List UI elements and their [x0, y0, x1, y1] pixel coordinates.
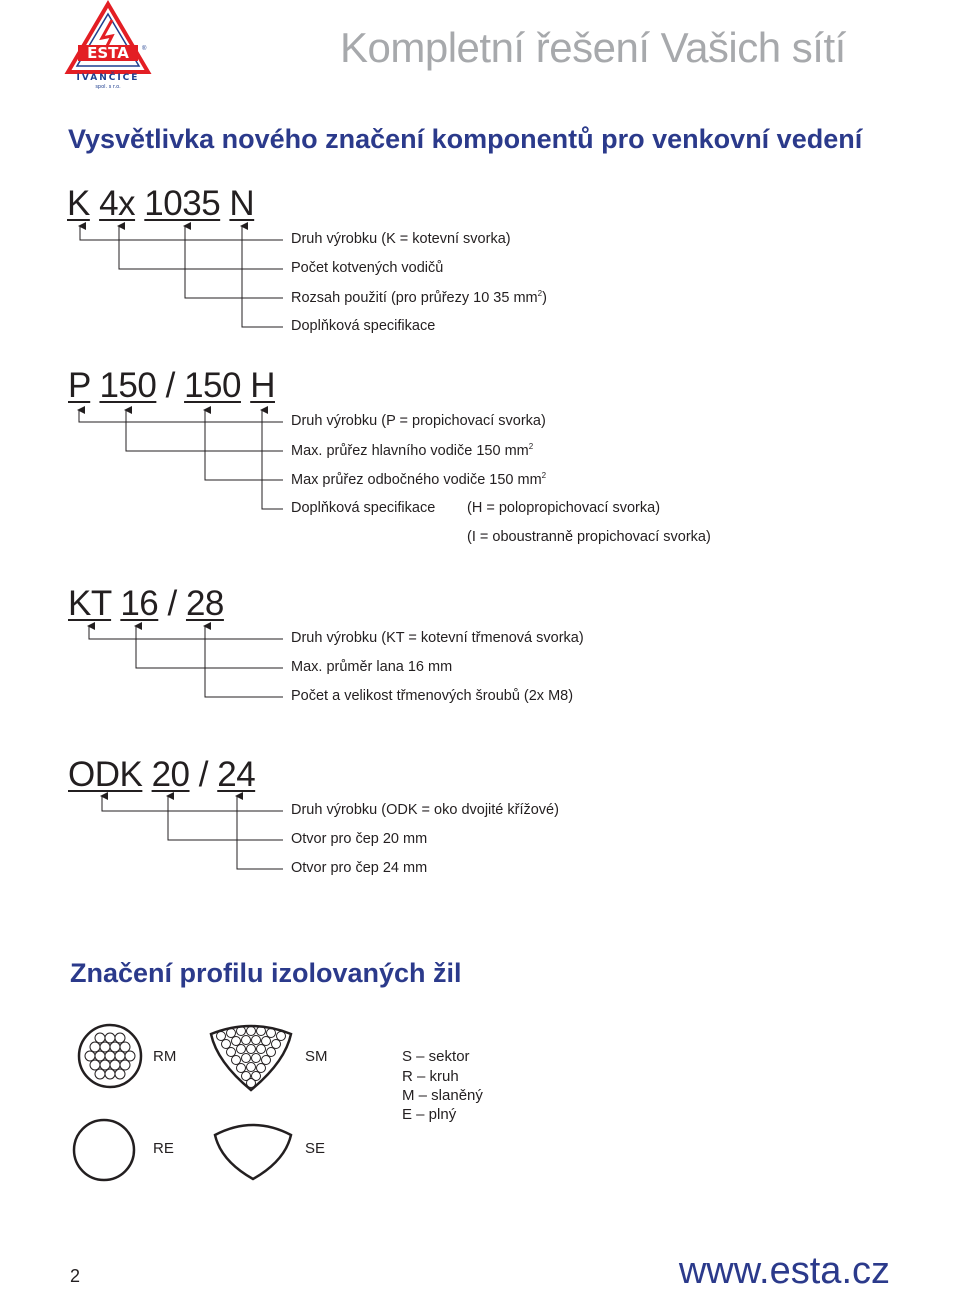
desc-kt-2: Max. průměr lana 16 mm	[291, 659, 453, 675]
desc-k-4: Doplňková specifikace	[291, 318, 436, 334]
desc-odk-1: Druh výrobku (ODK = oko dvojité křížové)	[291, 802, 559, 818]
profile-re-icon	[70, 1117, 138, 1183]
label-re: RE	[153, 1140, 174, 1157]
desc-odk-3: Otvor pro čep 24 mm	[291, 860, 428, 876]
esta-logo	[62, 0, 154, 92]
logo-brand-text: ESTA	[87, 44, 129, 62]
legend-r: R – kruh	[402, 1068, 459, 1085]
code-kt-block: KT 16 / 28	[68, 584, 224, 623]
logo-place-text: IVANČICE	[76, 73, 140, 83]
legend-s: S – sektor	[402, 1048, 470, 1065]
section1-title: Vysvětlivka nového značení komponentů pro venkovní vedení	[68, 124, 863, 154]
label-sm: SM	[305, 1048, 328, 1065]
desc-p-4-h: (H = polopropichovací svorka)	[467, 500, 661, 516]
desc-odk-2: Otvor pro čep 20 mm	[291, 831, 428, 847]
page-number: 2	[70, 1266, 81, 1286]
legend-e: E – plný	[402, 1106, 457, 1123]
desc-k-2: Počet kotvených vodičů	[291, 260, 444, 276]
section2-title: Značení profilu izolovaných žil	[70, 958, 462, 988]
legend-m: M – slaněný	[402, 1087, 483, 1104]
code-k-block: K 4x 1035 N	[67, 184, 255, 223]
code-p-block: P 150 / 150 H	[68, 366, 275, 405]
profile-se-icon	[209, 1115, 297, 1183]
desc-p-2: Max. průřez hlavního vodiče 150 $mm^2$	[291, 442, 534, 459]
profile-sm-icon	[205, 1022, 297, 1094]
desc-k-1: Druh výrobku (K = kotevní svorka)	[291, 231, 511, 247]
website-link[interactable]: www.esta.cz	[678, 1250, 890, 1292]
desc-kt-3: Počet a velikost třmenových šroubů (2x M8)	[291, 688, 574, 704]
label-rm: RM	[153, 1048, 177, 1065]
svg-text:®: ®	[142, 46, 147, 52]
desc-p-1: Druh výrobku (P = propichovací svorka)	[291, 413, 546, 429]
desc-p-4-i: (I = oboustranně propichovací svorka)	[467, 529, 711, 545]
label-se: SE	[305, 1140, 326, 1157]
desc-k-3: Rozsah použití (pro průřezy 10 35 $mm^2$)	[291, 289, 547, 306]
header-title: Kompletní řešení Vašich sítí	[340, 24, 846, 71]
profile-rm-icon	[76, 1022, 144, 1090]
logo-sub-text: spol. s r.o.	[95, 84, 121, 90]
desc-kt-1: Druh výrobku (KT = kotevní třmenová svorka)	[291, 630, 584, 646]
desc-p-3: Max průřez odbočného vodiče 150 $mm^2$	[291, 471, 547, 488]
desc-p-4: Doplňková specifikace	[291, 500, 436, 516]
code-odk-block: ODK 20 / 24	[68, 755, 256, 794]
